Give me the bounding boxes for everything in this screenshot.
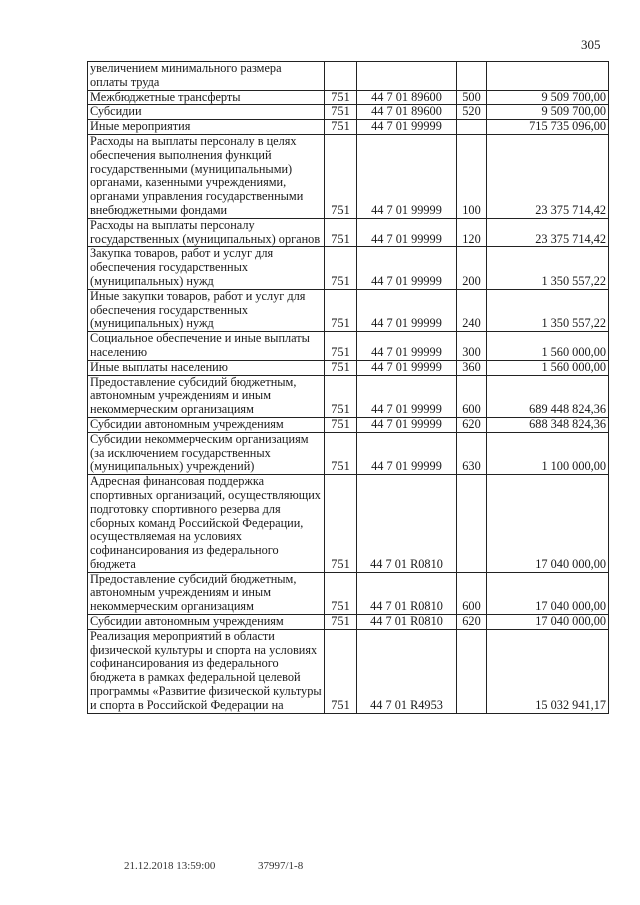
row-expense-type: 600 <box>457 572 487 614</box>
row-amount: 1 100 000,00 <box>487 432 609 474</box>
row-ministry-code: 751 <box>325 289 357 331</box>
row-name: Иные мероприятия <box>88 120 325 135</box>
row-target-code: 44 7 01 R0810 <box>357 615 457 630</box>
table-row <box>88 105 609 120</box>
table-row <box>88 289 609 331</box>
table-row <box>88 218 609 247</box>
row-name: Субсидии некоммерческим организациям (за исключением государственных (муниципальных) учреждений) <box>88 432 325 474</box>
row-expense-type <box>457 629 487 713</box>
row-expense-type: 120 <box>457 218 487 247</box>
table-row <box>88 120 609 135</box>
table-row <box>88 90 609 105</box>
row-name: Социальное обеспечение и иные выплаты населению <box>88 332 325 361</box>
row-expense-type <box>457 120 487 135</box>
table-row <box>88 134 609 218</box>
row-name: Субсидии автономным учреждениям <box>88 615 325 630</box>
row-amount: 23 375 714,42 <box>487 134 609 218</box>
row-ministry-code: 751 <box>325 417 357 432</box>
row-target-code <box>357 62 457 91</box>
row-amount: 17 040 000,00 <box>487 475 609 573</box>
row-amount: 715 735 096,00 <box>487 120 609 135</box>
row-name: Реализация мероприятий в области физической культуры и спорта на условиях софинансирования из федерального бюджета в рамках федеральной целевой программы «Развитие физической культуры и спорта в Российской Федерации на <box>88 629 325 713</box>
row-expense-type: 300 <box>457 332 487 361</box>
row-amount: 15 032 941,17 <box>487 629 609 713</box>
row-ministry-code: 751 <box>325 105 357 120</box>
row-amount: 9 509 700,00 <box>487 90 609 105</box>
budget-table-body <box>88 62 609 714</box>
row-target-code: 44 7 01 89600 <box>357 105 457 120</box>
row-ministry-code: 751 <box>325 90 357 105</box>
table-row <box>88 629 609 713</box>
row-ministry-code: 751 <box>325 375 357 417</box>
row-target-code: 44 7 01 99999 <box>357 134 457 218</box>
row-ministry-code: 751 <box>325 360 357 375</box>
row-ministry-code: 751 <box>325 218 357 247</box>
row-ministry-code: 751 <box>325 332 357 361</box>
row-amount <box>487 62 609 91</box>
row-target-code: 44 7 01 99999 <box>357 432 457 474</box>
row-amount: 688 348 824,36 <box>487 417 609 432</box>
row-name: Адресная финансовая поддержка спортивных организаций, осуществляющих подготовку спортивного резерва для сборных команд Российской Федерации, осуществляемая на условиях софинансирования из федерального бюджета <box>88 475 325 573</box>
row-expense-type: 240 <box>457 289 487 331</box>
table-row <box>88 417 609 432</box>
row-expense-type: 630 <box>457 432 487 474</box>
row-ministry-code: 751 <box>325 615 357 630</box>
row-target-code: 44 7 01 99999 <box>357 332 457 361</box>
table-row <box>88 62 609 91</box>
row-target-code: 44 7 01 R0810 <box>357 572 457 614</box>
row-expense-type: 520 <box>457 105 487 120</box>
row-target-code: 44 7 01 99999 <box>357 247 457 289</box>
row-name: Расходы на выплаты персоналу в целях обеспечения выполнения функций государственными (муниципальными) органами, казенными учреждениями, органами управления государственными внебюджетными фондами <box>88 134 325 218</box>
row-amount: 17 040 000,00 <box>487 615 609 630</box>
row-amount: 689 448 824,36 <box>487 375 609 417</box>
row-name: Субсидии <box>88 105 325 120</box>
row-name: Расходы на выплаты персоналу государственных (муниципальных) органов <box>88 218 325 247</box>
row-expense-type: 360 <box>457 360 487 375</box>
row-expense-type: 200 <box>457 247 487 289</box>
row-name: увеличением минимального размера оплаты труда <box>88 62 325 91</box>
table-row <box>88 360 609 375</box>
footer-document-id: 37997/1-8 <box>258 860 304 872</box>
row-target-code: 44 7 01 99999 <box>357 218 457 247</box>
row-expense-type: 600 <box>457 375 487 417</box>
row-name: Предоставление субсидий бюджетным, автономным учреждениям и иным некоммерческим организациям <box>88 375 325 417</box>
table-row <box>88 375 609 417</box>
footer-timestamp: 21.12.2018 13:59:00 <box>124 860 216 872</box>
table-row <box>88 432 609 474</box>
row-name: Предоставление субсидий бюджетным, автономным учреждениям и иным некоммерческим организациям <box>88 572 325 614</box>
row-amount: 9 509 700,00 <box>487 105 609 120</box>
row-amount: 1 560 000,00 <box>487 332 609 361</box>
row-target-code: 44 7 01 R0810 <box>357 475 457 573</box>
row-ministry-code: 751 <box>325 572 357 614</box>
row-expense-type: 620 <box>457 615 487 630</box>
row-expense-type: 100 <box>457 134 487 218</box>
row-target-code: 44 7 01 99999 <box>357 289 457 331</box>
table-row <box>88 332 609 361</box>
row-ministry-code: 751 <box>325 120 357 135</box>
row-name: Иные закупки товаров, работ и услуг для обеспечения государственных (муниципальных) нужд <box>88 289 325 331</box>
table-row <box>88 615 609 630</box>
table-row <box>88 475 609 573</box>
table-row <box>88 247 609 289</box>
row-name: Закупка товаров, работ и услуг для обеспечения государственных (муниципальных) нужд <box>88 247 325 289</box>
table-row <box>88 572 609 614</box>
row-target-code: 44 7 01 R4953 <box>357 629 457 713</box>
row-expense-type: 620 <box>457 417 487 432</box>
row-expense-type: 500 <box>457 90 487 105</box>
row-ministry-code: 751 <box>325 432 357 474</box>
row-ministry-code: 751 <box>325 629 357 713</box>
page-number: 305 <box>581 37 601 52</box>
row-name: Субсидии автономным учреждениям <box>88 417 325 432</box>
row-amount: 23 375 714,42 <box>487 218 609 247</box>
row-name: Иные выплаты населению <box>88 360 325 375</box>
row-ministry-code: 751 <box>325 475 357 573</box>
row-expense-type <box>457 475 487 573</box>
row-amount: 1 560 000,00 <box>487 360 609 375</box>
row-amount: 1 350 557,22 <box>487 289 609 331</box>
row-target-code: 44 7 01 99999 <box>357 375 457 417</box>
row-amount: 1 350 557,22 <box>487 247 609 289</box>
row-name: Межбюджетные трансферты <box>88 90 325 105</box>
row-ministry-code <box>325 62 357 91</box>
row-target-code: 44 7 01 99999 <box>357 360 457 375</box>
row-target-code: 44 7 01 99999 <box>357 417 457 432</box>
row-ministry-code: 751 <box>325 247 357 289</box>
row-target-code: 44 7 01 99999 <box>357 120 457 135</box>
row-ministry-code: 751 <box>325 134 357 218</box>
budget-table <box>87 61 609 714</box>
row-target-code: 44 7 01 89600 <box>357 90 457 105</box>
row-amount: 17 040 000,00 <box>487 572 609 614</box>
row-expense-type <box>457 62 487 91</box>
